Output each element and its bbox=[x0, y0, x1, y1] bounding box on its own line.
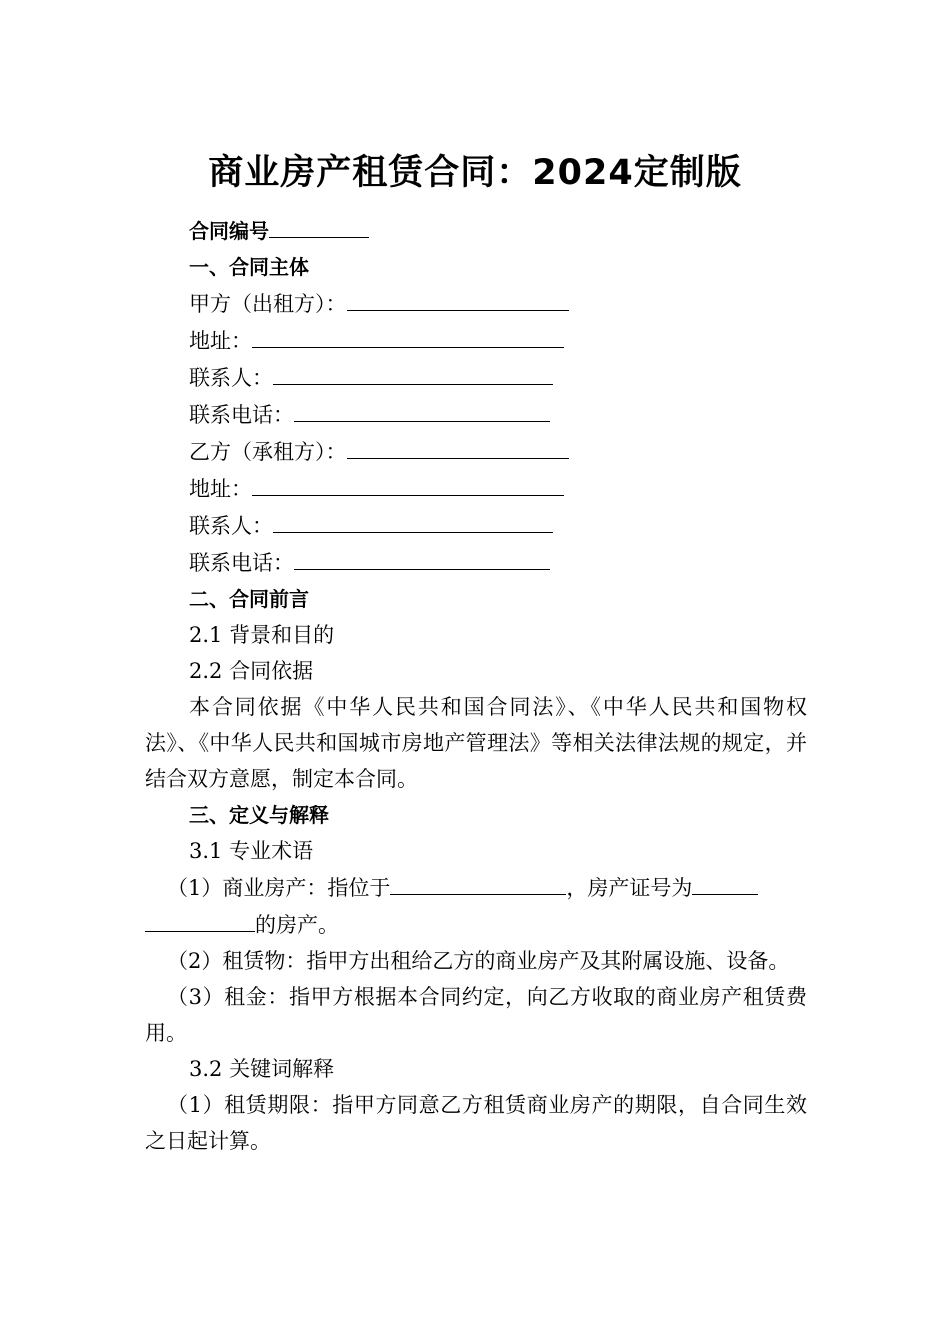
contract-number-label: 合同编号 bbox=[189, 219, 269, 243]
address-b-blank bbox=[252, 470, 564, 496]
party-b-blank bbox=[347, 433, 569, 459]
party-a-blank bbox=[347, 285, 569, 311]
contract-number-line bbox=[145, 212, 807, 249]
phone-b-blank bbox=[294, 544, 550, 570]
item-2-1: 2.1 背景和目的 bbox=[189, 623, 335, 647]
document-body bbox=[145, 212, 807, 1159]
term1-end: 的房产。 bbox=[255, 913, 339, 937]
item-3-1: 3.1 专业术语 bbox=[189, 839, 314, 863]
phone-b-line bbox=[145, 544, 807, 581]
address-a-blank bbox=[252, 322, 564, 348]
term1-cert-blank-a bbox=[692, 869, 758, 895]
address-b-line bbox=[145, 470, 807, 507]
term1-cert-label: ，房产证号为 bbox=[566, 876, 693, 900]
term1-line-2 bbox=[145, 906, 807, 943]
basis-paragraph: 本合同依据《中华人民共和国合同法》、《中华人民共和国物权法》、《中华人民共和国城市房地产管理法》等相关法律法规的规定，并结合双方意愿，制定本合同。 bbox=[145, 695, 807, 791]
party-b-line bbox=[145, 433, 807, 470]
item-2-2: 2.2 合同依据 bbox=[189, 659, 314, 683]
document-title: 商业房产租赁合同：2024定制版 bbox=[208, 153, 742, 193]
contact-a-blank bbox=[273, 359, 553, 385]
contract-number-blank bbox=[269, 212, 369, 238]
term3-paragraph: （3）租金：指甲方根据本合同约定，向乙方收取的商业房产租赁费用。 bbox=[145, 985, 807, 1045]
section2-heading: 二、合同前言 bbox=[189, 587, 309, 611]
party-a-line bbox=[145, 285, 807, 322]
term1-cert-blank-b bbox=[145, 906, 255, 932]
contact-b-blank bbox=[273, 507, 553, 533]
party-b-label: 乙方（承租方）： bbox=[189, 440, 347, 464]
phone-a-blank bbox=[294, 396, 550, 422]
item-3-2: 3.2 关键词解释 bbox=[189, 1057, 335, 1081]
contact-a-label: 联系人： bbox=[189, 366, 273, 390]
section3-heading: 三、定义与解释 bbox=[189, 803, 329, 827]
party-a-label: 甲方（出租方）： bbox=[189, 292, 347, 316]
term1-label: （1）商业房产：指位于 bbox=[167, 876, 391, 900]
term1-location-blank bbox=[390, 869, 566, 895]
address-a-label: 地址： bbox=[189, 329, 252, 353]
address-b-label: 地址： bbox=[189, 477, 252, 501]
section1-heading: 一、合同主体 bbox=[189, 255, 309, 279]
key1-paragraph: （1）租赁期限：指甲方同意乙方租赁商业房产的期限，自合同生效之日起计算。 bbox=[145, 1093, 807, 1153]
contact-a-line bbox=[145, 359, 807, 396]
term2-paragraph: （2）租赁物：指甲方出租给乙方的商业房产及其附属设施、设备。 bbox=[167, 949, 790, 973]
contact-b-label: 联系人： bbox=[189, 514, 273, 538]
address-a-line bbox=[145, 322, 807, 359]
phone-b-label: 联系电话： bbox=[189, 551, 294, 575]
phone-a-label: 联系电话： bbox=[189, 403, 294, 427]
contact-b-line bbox=[145, 507, 807, 544]
term1-line-1 bbox=[145, 869, 807, 906]
phone-a-line bbox=[145, 396, 807, 433]
